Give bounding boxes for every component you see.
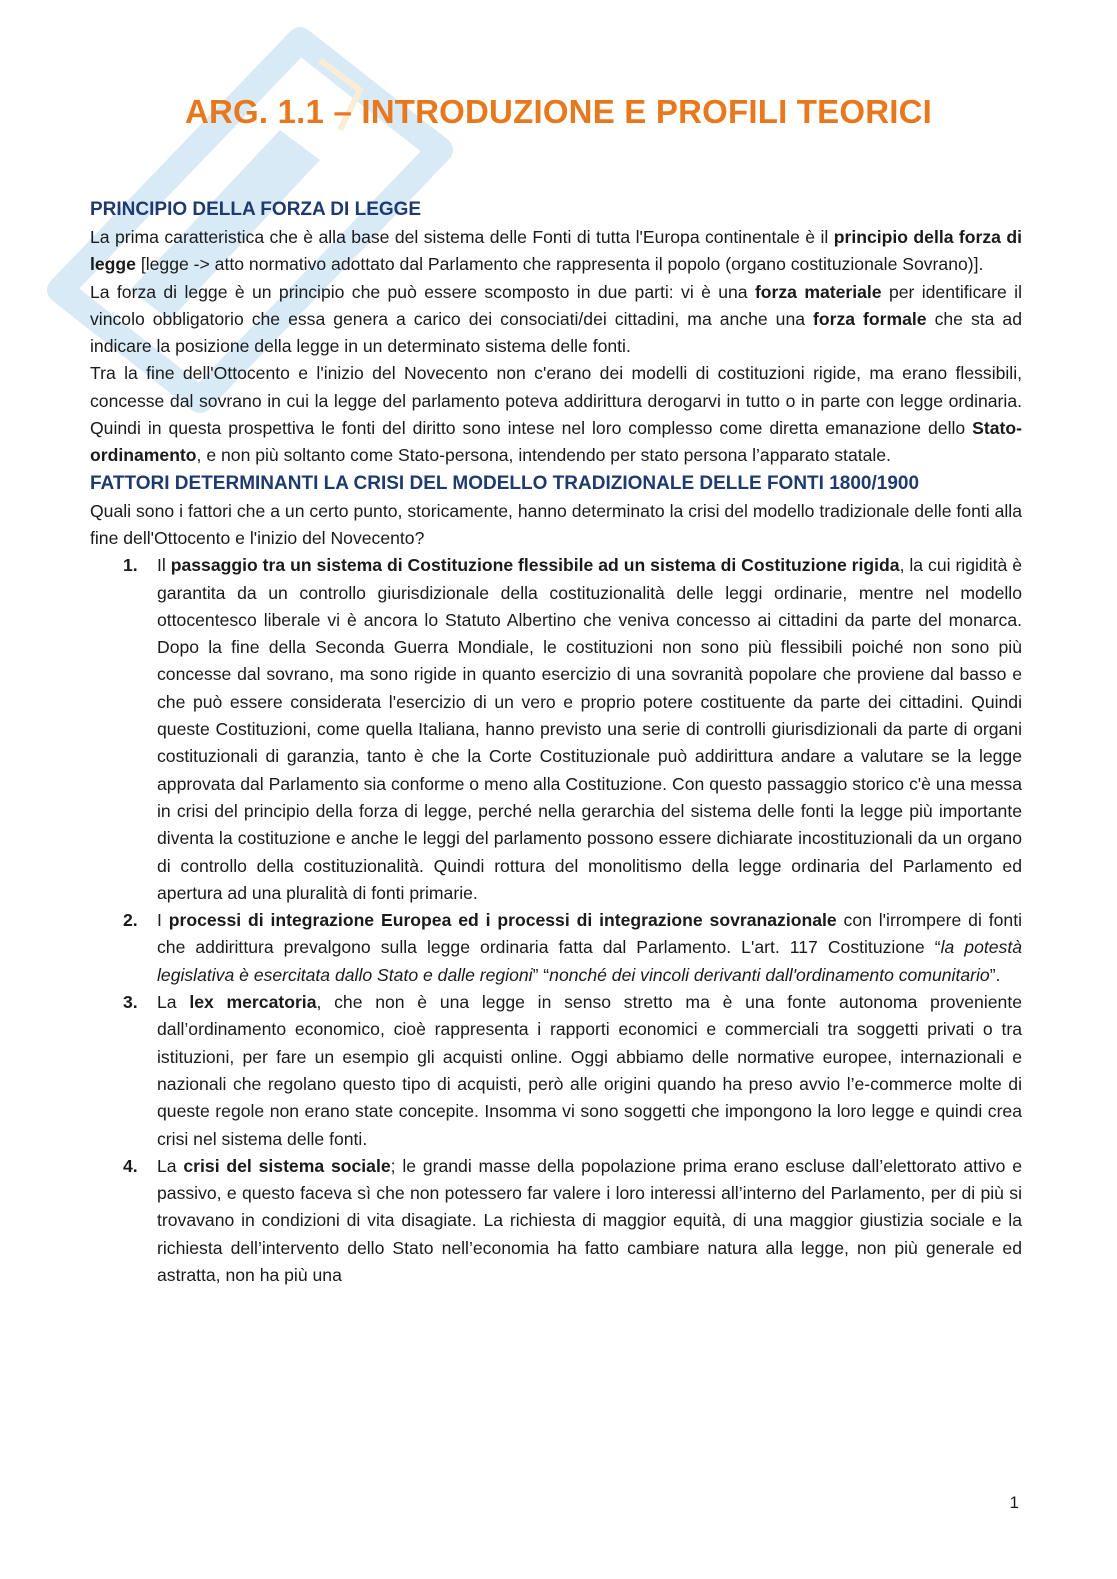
text-run: La forza di legge è un principio che può essere scomposto in due parti: vi è una bbox=[90, 281, 755, 302]
bold-term: crisi del sistema sociale bbox=[183, 1155, 391, 1176]
list-number: 4. bbox=[123, 1155, 138, 1176]
paragraph: Quali sono i fattori che a un certo punto, storicamente, hanno determinato la crisi del modello tradizionale delle fonti alla fine dell'Ottocento e l'inizio del Novecento? bbox=[90, 500, 1022, 548]
paragraph bbox=[90, 279, 1022, 361]
section-heading-forza-di-legge: PRINCIPIO DELLA FORZA DI LEGGE bbox=[90, 199, 422, 220]
document-body bbox=[90, 196, 1022, 1289]
text-run: [legge -> atto normativo adottato dal Parlamento che rappresenta il popolo (organo costituzionale Sovrano)]. bbox=[135, 254, 984, 275]
text-run: per identificare il vincolo obbligatorio che essa genera a carico dei consociati/dei cittadini, ma anche una bbox=[90, 281, 1022, 329]
text-run: La bbox=[157, 992, 190, 1013]
bold-term: forza materiale bbox=[754, 281, 882, 302]
bold-term: forza formale bbox=[813, 308, 927, 329]
text-run: I bbox=[157, 910, 169, 931]
bold-term: principio della forza di legge bbox=[90, 227, 1023, 275]
italic-quote: la potestà legislativa è esercitata dallo Stato e dalle regioni bbox=[157, 937, 1022, 985]
bold-term: lex mercatoria bbox=[189, 992, 317, 1013]
bold-term: Stato-ordinamento bbox=[90, 418, 1022, 466]
list-item bbox=[90, 989, 1022, 1153]
bold-term: processi di integrazione Europea ed i processi di integrazione sovranazionale bbox=[168, 910, 837, 931]
text-run: che sta ad indicare la posizione della legge in un determinato sistema delle fonti. bbox=[90, 308, 1022, 357]
text-run: La bbox=[157, 1155, 184, 1176]
paragraph bbox=[90, 360, 1022, 469]
list-item bbox=[90, 907, 1022, 989]
bold-term: passaggio tra un sistema di Costituzione flessibile ad un sistema di Costituzione rigida bbox=[170, 555, 900, 576]
text-run: , che non è una legge in senso stretto ma è una fonte autonoma proveniente dall’ordinamento economico, cioè rappresenta i rapporti economici e commerciali tra soggetti privati o tra istituzioni, per fare un esempio gli acquisti online. Oggi abbiamo delle normative europee, internazionali e nazionali che regolano questo tipo di acquisti, però alle origini quando ha preso avvio l’e-commerce molte di queste regole non erano state concepite. Insomma vi sono soggetti che impongono la loro legge e quindi crea crisi nel sistema delle fonti. bbox=[157, 992, 1022, 1149]
list-item bbox=[90, 1153, 1022, 1289]
text-run: ” “ bbox=[532, 964, 550, 985]
text-run: Il bbox=[157, 555, 171, 576]
section-heading-fattori-crisi: FATTORI DETERMINANTI LA CRISI DEL MODELLO TRADIZIONALE DELLE FONTI 1800/1900 bbox=[90, 472, 920, 494]
list-number: 2. bbox=[123, 910, 138, 931]
list-item bbox=[90, 552, 1022, 907]
text-run: ”. bbox=[989, 964, 1001, 985]
list-number: 3. bbox=[123, 992, 138, 1013]
text-run: , la cui rigidità è garantita da un controllo giurisdizionale della costituzionalità delle leggi ordinarie, mentre nel modello ottocentesco liberale vi è ancora lo Statuto Albertino che veniva concesso ai cittadini da parte del monarca. Dopo la fine della Seconda Guerra Mondiale, le costituzioni non sono più flessibili poiché non sono più concesse dal sovrano, ma sono rigide in quanto esercizio di una sovranità popolare che proviene dal basso e che può essere considerata l'esercizio di un vero e proprio potere costituente da parte dei cittadini. Quindi queste Costituzioni, come quella Italiana, hanno previsto una serie di controlli giurisdizionali da parte di organi costituzionali di garanzia, tanto è che la Corte Costituzionale può addirittura andare a valutare se la legge approvata dal Parlamento sia conforme o meno alla Costituzione. Con questo passaggio storico c'è una messa in crisi del principio della forza di legge, perché nella gerarchia del sistema delle fonti la legge più importante diventa la costituzione e anche le leggi del parlamento possono essere dichiarate incostituzionali da un organo di controllo della costituzionalità. Quindi rottura del monolitismo della legge ordinaria del Parlamento ed apertura ad una pluralità di fonti primarie. bbox=[157, 555, 1022, 903]
text-run: , e non più soltanto come Stato-persona, intendendo per stato persona l’apparato statale. bbox=[196, 445, 891, 466]
page-title: ARG. 1.1 – INTRODUZIONE E PROFILI TEORICI bbox=[184, 93, 933, 130]
numbered-list bbox=[90, 552, 1022, 1289]
text-run: La prima caratteristica che è alla base del sistema delle Fonti di tutta l'Europa continentale è il bbox=[90, 227, 834, 247]
page-number: 1 bbox=[1009, 1493, 1019, 1512]
text-run: Tra la fine dell'Ottocento e l'inizio del Novecento non c'erano dei modelli di costituzioni rigide, ma erano flessibili, concesse dal sovrano in cui la legge del parlamento poteva addirittura derogarvi in tutto o in parte con legge ordinaria. Quindi in questa prospettiva le fonti del diritto sono intese nel loro complesso come diretta emanazione dello bbox=[90, 363, 1022, 439]
paragraph bbox=[90, 224, 1022, 279]
text-run: con l'irrompere di fonti che addirittura prevalgono sulla legge ordinaria fatta dal Parlamento. L'art. 117 Costituzione “ bbox=[157, 910, 1022, 958]
text-run: ; le grandi masse della popolazione prima erano escluse dall’elettorato attivo e passivo, e questo faceva sì che non potessero far valere i loro interessi all’interno del Parlamento, per di più si trovavano in condizioni di vita disagiate. La richiesta di maggior equità, di una maggior giustizia sociale e la richiesta dell’intervento dello Stato nell’economia ha fatto cambiare natura alla legge, non più generale ed astratta, non ha più una bbox=[157, 1155, 1022, 1285]
italic-quote: nonché dei vincoli derivanti dall'ordinamento comunitario bbox=[549, 964, 990, 985]
list-number: 1. bbox=[123, 555, 138, 576]
